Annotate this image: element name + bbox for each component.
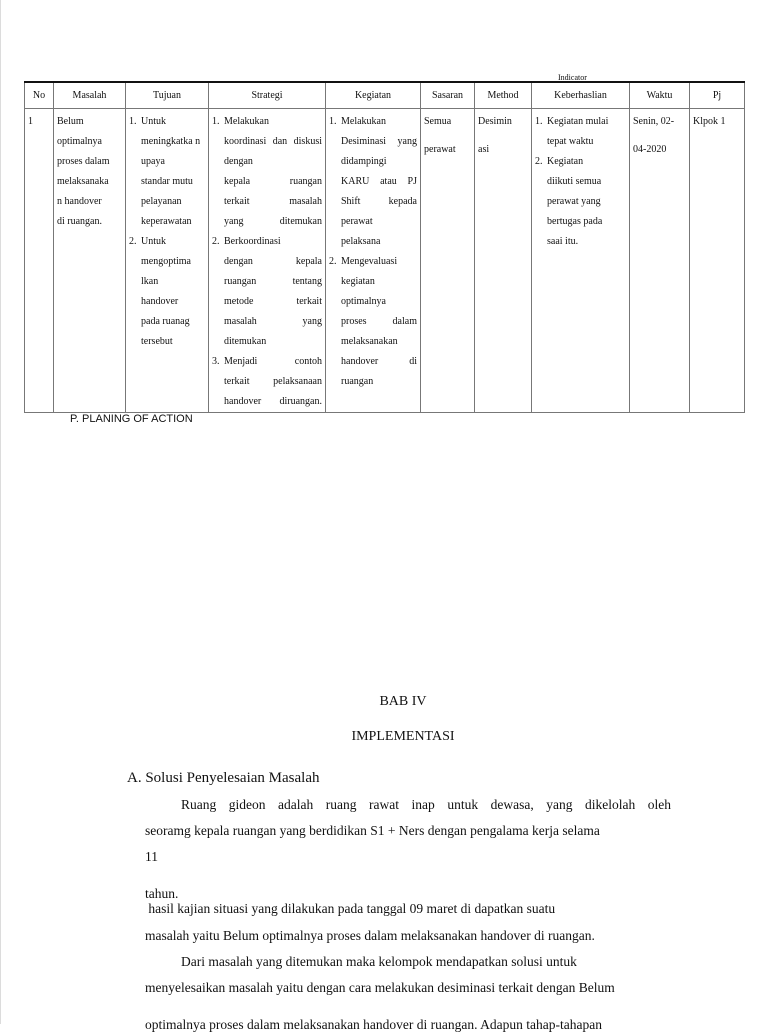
cell-pj — [690, 109, 744, 132]
cell-line: Klpok 1 — [693, 116, 726, 127]
cell-line: handover di — [341, 356, 417, 367]
cell-sasaran — [421, 109, 474, 160]
item-number: 2. — [129, 236, 137, 247]
numbered-item — [329, 112, 417, 252]
cell-line: tersebut — [141, 336, 173, 347]
item-number: 2. — [329, 256, 337, 267]
numbered-item — [329, 252, 417, 392]
item-number: 2. — [535, 156, 543, 167]
cell-line: optimalnya proses dalam — [57, 136, 110, 167]
paragraph-line: masalah yaitu Belum optimalnya proses dalam melaksanakan handover di ruangan. — [145, 928, 595, 943]
header-clipped-text: Indicator — [558, 73, 587, 82]
paragraph-line: Dari masalah yang ditemukan maka kelompok mendapatkan solusi untuk — [181, 954, 577, 969]
numbered-item — [129, 232, 205, 352]
header-sasaran: Sasaran — [421, 82, 475, 109]
cell-waktu — [630, 109, 689, 160]
numbered-item — [129, 112, 205, 232]
cell-line: terkait pelaksanaan — [224, 376, 322, 387]
header-strategi: Strategi — [209, 82, 326, 109]
cell-line: Kegiatan mulai — [547, 116, 609, 127]
cell-line: metode terkait — [224, 296, 322, 307]
cell-line: handover diruangan. — [224, 396, 322, 407]
cell-line: di ruangan. — [57, 216, 102, 227]
header-no: No — [25, 82, 54, 109]
cell-line: KARU atau PJ — [341, 176, 417, 187]
item-number: 1. — [329, 116, 337, 127]
paragraph-line: optimalnya proses dalam melaksanakan handover di ruangan. Adapun tahap-tahapan — [145, 1017, 602, 1032]
cell-no: 1 — [28, 116, 33, 127]
header-masalah: Masalah — [54, 82, 126, 109]
cell-line: Menjadi contoh — [224, 356, 322, 367]
cell-line: handover — [141, 296, 179, 307]
paragraph-line: 11 — [145, 849, 158, 864]
numbered-item — [535, 152, 626, 252]
cell-line: kepala ruangan — [224, 176, 322, 187]
planning-table — [24, 81, 745, 413]
cell-line: standar mutu — [141, 176, 193, 187]
table-row — [25, 109, 745, 413]
cell-indikator — [532, 109, 629, 252]
cell-line: dengan kepala — [224, 256, 322, 267]
header-waktu: Waktu — [630, 82, 690, 109]
item-number: 3. — [212, 356, 220, 367]
cell-line: yang ditemukan — [224, 216, 322, 227]
cell-line: melaksanaka — [57, 176, 109, 187]
cell-line: terkait masalah — [224, 196, 322, 207]
table-caption: P. PLANING OF ACTION — [70, 413, 193, 425]
item-number: 1. — [129, 116, 137, 127]
cell-line: perawat — [341, 216, 373, 227]
paragraph-line: menyelesaikan masalah yaitu dengan cara melakukan desiminasi terkait dengan Belum — [145, 980, 615, 995]
table-header-row — [25, 82, 745, 109]
cell-line: mengoptima — [141, 256, 191, 267]
cell-line: melaksanakan — [341, 336, 398, 347]
header-tujuan: Tujuan — [126, 82, 209, 109]
cell-line: 04-2020 — [633, 144, 667, 155]
page-edge — [0, 0, 1, 1024]
cell-line: asi — [478, 144, 490, 155]
section-heading — [127, 770, 319, 787]
cell-line: perawat — [424, 144, 456, 155]
cell-line: proses dalam — [341, 316, 417, 327]
cell-line: Melakukan — [341, 116, 386, 127]
cell-line: didampingi — [341, 156, 387, 167]
cell-line: ruangan — [341, 376, 374, 387]
numbered-item — [535, 112, 626, 152]
cell-line: Belum — [57, 116, 84, 127]
cell-line: meningkatka n upaya — [141, 136, 201, 167]
cell-line: diikuti semua — [547, 176, 602, 187]
numbered-item — [212, 232, 322, 352]
paragraph-line: tahun. — [145, 886, 179, 901]
cell-line: Kegiatan — [547, 156, 584, 167]
chapter-number: BAB IV — [379, 694, 427, 709]
cell-line: saai itu. — [547, 236, 579, 247]
item-number: 1. — [212, 116, 220, 127]
cell-strategi — [209, 109, 325, 412]
cell-line: Desimin — [478, 116, 512, 127]
header-indikator: Keberhaslian — [532, 82, 630, 109]
header-pj: Pj — [690, 82, 745, 109]
cell-masalah — [54, 109, 125, 232]
cell-line: Berkoordinasi — [224, 236, 281, 247]
cell-line: Melakukan — [224, 116, 269, 127]
cell-line: kegiatan — [341, 276, 375, 287]
cell-line: Untuk — [141, 236, 166, 247]
section-label: A. — [127, 770, 142, 786]
cell-line: koordinasi dan diskusi dengan — [224, 136, 322, 167]
section-title: Solusi Penyelesaian Masalah — [145, 770, 320, 786]
cell-line: Untuk — [141, 116, 166, 127]
cell-method — [475, 109, 531, 160]
header-method: Method — [475, 82, 532, 109]
cell-line: n handover — [57, 196, 102, 207]
header-kegiatan: Kegiatan — [326, 82, 421, 109]
cell-line: lkan — [141, 276, 159, 287]
paragraph-line: Ruang gideon adalah ruang rawat inap untuk dewasa, yang dikelolah oleh — [181, 797, 671, 812]
cell-line: bertugas pada — [547, 216, 603, 227]
paragraph-line: hasil kajian situasi yang dilakukan pada tanggal 09 maret di dapatkan suatu — [145, 901, 556, 916]
cell-line: tepat waktu — [547, 136, 594, 147]
cell-tujuan — [126, 109, 208, 352]
cell-line: ruangan tentang — [224, 276, 322, 287]
cell-line: Desiminasi yang — [341, 136, 417, 147]
cell-line: Senin, 02- — [633, 116, 675, 127]
item-number: 2. — [212, 236, 220, 247]
paragraph-line: seoramg kepala ruangan yang berdidikan S1 + Ners dengan pengalama kerja selama — [145, 823, 600, 838]
cell-line: Semua — [424, 116, 452, 127]
cell-line: masalah yang — [224, 316, 322, 327]
cell-kegiatan — [326, 109, 420, 392]
cell-line: pelaksana — [341, 236, 381, 247]
cell-line: ditemukan — [224, 336, 267, 347]
numbered-item — [212, 352, 322, 412]
cell-line: pada ruanag — [141, 316, 190, 327]
cell-line: Mengevaluasi — [341, 256, 398, 267]
cell-line: Shift kepada — [341, 196, 417, 207]
item-number: 1. — [535, 116, 543, 127]
cell-line: keperawatan — [141, 216, 192, 227]
chapter-title: IMPLEMENTASI — [351, 729, 455, 744]
cell-line: perawat yang — [547, 196, 601, 207]
cell-line: pelayanan — [141, 196, 182, 207]
numbered-item — [212, 112, 322, 232]
cell-line: optimalnya — [341, 296, 386, 307]
